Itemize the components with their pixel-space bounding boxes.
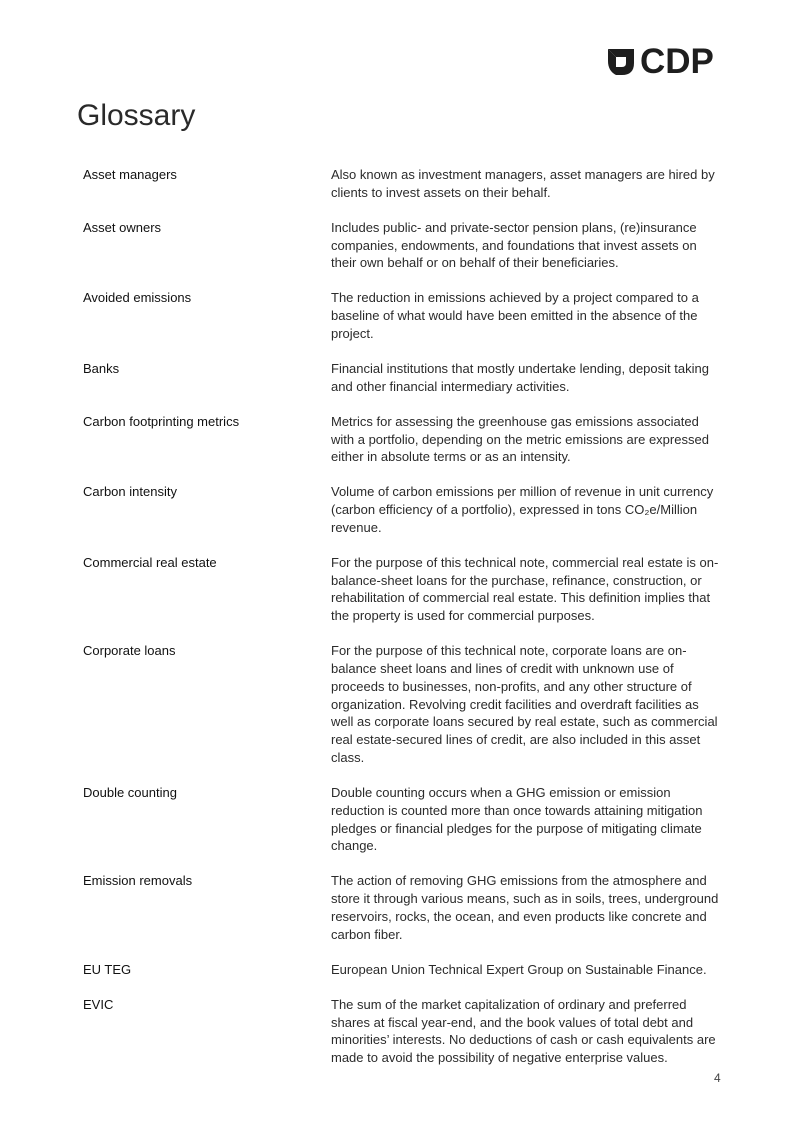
glossary-definition: For the purpose of this technical note, commercial real estate is on-balance-sheet loans for the purchase, refinance, construction, or rehabilitation of commercial real estate. This definition implies that the property is used for commercial purposes.: [331, 554, 719, 624]
glossary-entry: [83, 219, 723, 272]
glossary-term: Avoided emissions: [83, 290, 192, 306]
glossary-entry: [83, 166, 723, 202]
glossary-entry: [83, 289, 723, 342]
glossary-entry: [83, 784, 723, 855]
cdp-logo: [606, 44, 714, 80]
glossary-entry: [83, 642, 723, 767]
glossary-definition: The sum of the market capitalization of ordinary and preferred shares at fiscal year-end, and the book values of total debt and minorities’ interests. No deductions of cash or cash equivalents are made to avoid the possibility of negative enterprise values.: [331, 996, 716, 1066]
glossary-term: Emission removals: [83, 873, 193, 889]
glossary-definition: Includes public- and private-sector pension plans, (re)insurance companies, endowments, and foundations that invest assets on their own behalf or on behalf of their beneficiaries.: [331, 219, 697, 271]
glossary-term: EU TEG: [83, 961, 132, 977]
glossary-entry: [83, 483, 723, 536]
glossary-definition: Volume of carbon emissions per million of revenue in unit currency (carbon efficiency of a portfolio), expressed in tons CO₂e/Million revenue.: [331, 484, 714, 535]
cdp-logo-text: CDP: [640, 42, 714, 81]
glossary-entry: [83, 360, 723, 396]
glossary-term: Corporate loans: [83, 643, 176, 659]
glossary-definition: Metrics for assessing the greenhouse gas emissions associated with a portfolio, depending on the metric emissions are expressed either in absolute terms or as an intensity.: [331, 413, 709, 465]
glossary-term: EVIC: [83, 996, 114, 1012]
glossary-entry: [83, 961, 723, 979]
glossary-term: Asset owners: [83, 219, 162, 235]
glossary-term: Double counting: [83, 785, 177, 801]
glossary-definition: The action of removing GHG emissions from the atmosphere and store it through various means, such as in soils, trees, underground reservoirs, rocks, the ocean, and even products like concrete and carbon fiber.: [331, 873, 719, 942]
glossary-entry: [83, 872, 723, 943]
glossary-list: [83, 166, 723, 1084]
glossary-definition: The reduction in emissions achieved by a project compared to a baseline of what would have been emitted in the absence of the project.: [331, 290, 699, 341]
glossary-term: Commercial real estate: [83, 554, 217, 570]
page-number: 4: [714, 1071, 721, 1085]
glossary-entry: [83, 996, 723, 1067]
glossary-term: Carbon footprinting metrics: [83, 413, 240, 429]
glossary-term: Asset managers: [83, 167, 177, 182]
glossary-definition: Double counting occurs when a GHG emission or emission reduction is counted more than once towards attaining mitigation pledges or financial pledges for the purpose of mitigating climate change.: [331, 785, 703, 854]
glossary-definition: European Union Technical Expert Group on Sustainable Finance.: [331, 961, 707, 977]
glossary-entry: [83, 413, 723, 466]
glossary-term: Carbon intensity: [83, 484, 177, 500]
glossary-definition: Financial institutions that mostly undertake lending, deposit taking and other financial intermediary activities.: [331, 360, 709, 394]
cdp-leaf-icon: [606, 47, 636, 77]
page-title: Glossary: [77, 99, 196, 132]
glossary-term: Banks: [83, 360, 120, 376]
glossary-entry: [83, 554, 723, 625]
glossary-definition: For the purpose of this technical note, corporate loans are on-balance sheet loans and lines of credit with unknown use of proceeds to businesses, non-profits, and any other structure of organization. Revolving credit facilities and overdraft facilities as well as corporate loans secured by real estate, such as commercial real estate-secured lines of credit, are also included in this asset class.: [331, 643, 718, 766]
glossary-definition: Also known as investment managers, asset managers are hired by clients to invest assets on their behalf.: [331, 167, 715, 200]
